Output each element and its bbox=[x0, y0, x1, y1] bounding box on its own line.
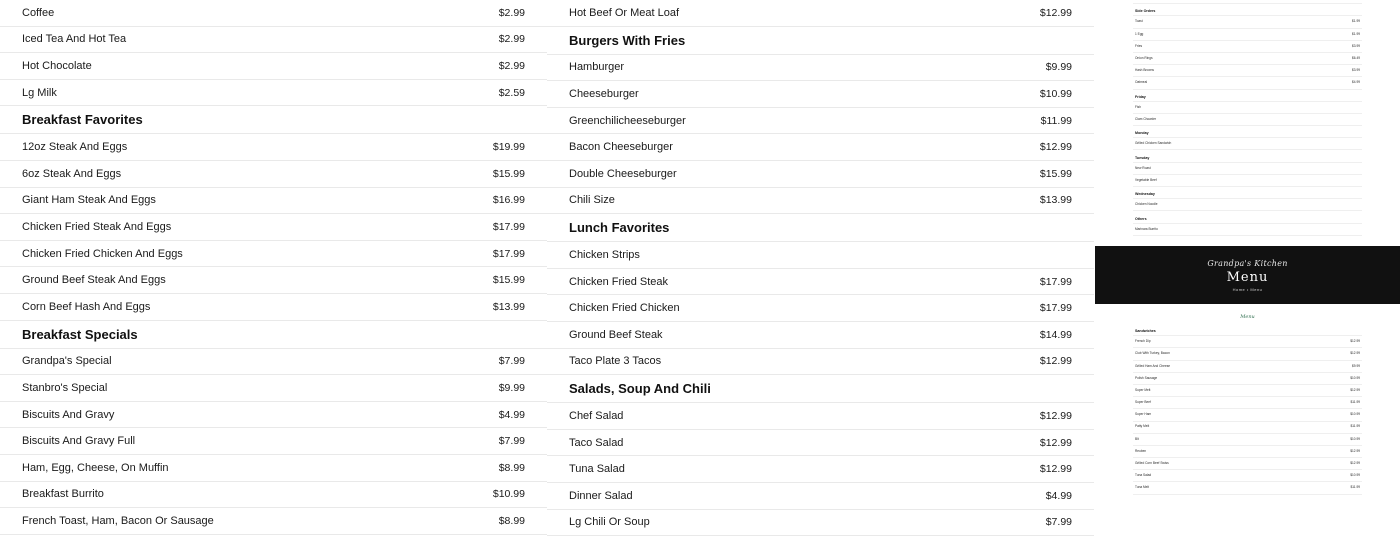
menu-item-price: $10.99 bbox=[1030, 88, 1072, 100]
menu-item-name: Dinner Salad bbox=[569, 490, 633, 502]
menu-item-row[interactable] bbox=[547, 483, 1094, 510]
menu-item-name: Lg Chili Or Soup bbox=[569, 516, 650, 528]
preview-item-price: $11.99 bbox=[1346, 401, 1360, 404]
preview-item-name: Super Beef bbox=[1135, 401, 1151, 404]
menu-item-row[interactable] bbox=[547, 430, 1094, 457]
preview-item-price: $10.99 bbox=[1346, 438, 1360, 441]
menu-item-row[interactable] bbox=[0, 188, 547, 215]
section-heading: Breakfast Specials bbox=[0, 321, 547, 349]
menu-item-name: Giant Ham Steak And Eggs bbox=[22, 194, 156, 206]
preview-item-name: Polish Sausage bbox=[1135, 377, 1157, 380]
menu-item-row[interactable] bbox=[547, 242, 1094, 269]
menu-item-row[interactable] bbox=[0, 402, 547, 429]
menu-item-row[interactable] bbox=[0, 161, 547, 188]
menu-item-row[interactable] bbox=[547, 456, 1094, 483]
preview-item-price: $12.99 bbox=[1346, 340, 1360, 343]
menu-item-name: Biscuits And Gravy bbox=[22, 409, 114, 421]
menu-item-row[interactable] bbox=[547, 349, 1094, 376]
preview-item-price: $12.99 bbox=[1346, 450, 1360, 453]
preview-item-row bbox=[1133, 163, 1362, 175]
preview-item-price: $9.99 bbox=[1348, 365, 1360, 368]
preview-item-row bbox=[1133, 434, 1362, 446]
preview-item-name: Blt bbox=[1135, 438, 1139, 441]
preview-item-row bbox=[1133, 385, 1362, 397]
preview-item-name: Grilled Corn Beef Swiss bbox=[1135, 462, 1169, 465]
menu-item-name: Lg Milk bbox=[22, 87, 57, 99]
menu-item-name: Grandpa's Special bbox=[22, 355, 112, 367]
preview-item-price: $4.99 bbox=[1348, 81, 1360, 84]
preview-item-name: French Dip bbox=[1135, 340, 1151, 343]
menu-item-name: Biscuits And Gravy Full bbox=[22, 435, 135, 447]
preview-item-name: Tuna Salad bbox=[1135, 474, 1151, 477]
menu-item-name: Chicken Fried Steak bbox=[569, 276, 668, 288]
menu-item-price: $12.99 bbox=[1030, 437, 1072, 449]
menu-item-price: $17.99 bbox=[483, 221, 525, 233]
preview-item-name: Grilled Ham And Cheese bbox=[1135, 365, 1170, 368]
preview-item-row bbox=[1133, 29, 1362, 41]
preview-item-row bbox=[1133, 224, 1362, 236]
menu-item-row[interactable] bbox=[0, 375, 547, 402]
menu-column-left bbox=[0, 0, 547, 500]
preview-item-price: $12.99 bbox=[1346, 389, 1360, 392]
menu-item-row[interactable] bbox=[547, 269, 1094, 296]
menu-item-row[interactable] bbox=[0, 294, 547, 321]
menu-item-price: $2.99 bbox=[489, 60, 525, 72]
menu-item-name: Chicken Strips bbox=[569, 249, 640, 261]
preview-item-price: $11.99 bbox=[1346, 425, 1360, 428]
menu-hero-banner bbox=[1095, 246, 1400, 304]
menu-item-price: $15.99 bbox=[483, 274, 525, 286]
menu-item-price: $7.99 bbox=[1036, 516, 1072, 528]
menu-item-row[interactable] bbox=[547, 188, 1094, 215]
preview-item-name: Fries bbox=[1135, 45, 1142, 48]
preview-item-price: $6.49 bbox=[1348, 57, 1360, 60]
menu-item-name: Chicken Fried Chicken bbox=[569, 302, 680, 314]
preview-item-row bbox=[1133, 397, 1362, 409]
menu-item-row[interactable] bbox=[0, 508, 547, 535]
preview-item-price: $11.99 bbox=[1346, 486, 1360, 489]
hero-script-title: Grandpa's Kitchen bbox=[1207, 259, 1287, 268]
preview-item-row bbox=[1133, 41, 1362, 53]
menu-item-price: $15.99 bbox=[483, 168, 525, 180]
menu-item-row[interactable] bbox=[0, 0, 547, 27]
preview-item-name: Vegetable Beef bbox=[1135, 179, 1157, 182]
menu-item-name: Ground Beef Steak And Eggs bbox=[22, 274, 166, 286]
menu-item-name: Breakfast Burrito bbox=[22, 488, 104, 500]
section-heading: Salads, Soup And Chili bbox=[547, 375, 1094, 403]
menu-item-name: Tuna Salad bbox=[569, 463, 625, 475]
menu-item-price: $17.99 bbox=[1030, 302, 1072, 314]
preview-item-row bbox=[1133, 336, 1362, 348]
menu-item-row[interactable] bbox=[547, 322, 1094, 349]
preview-item-name: Toast bbox=[1135, 20, 1143, 23]
menu-item-name: Stanbro's Special bbox=[22, 382, 107, 394]
preview-item-name: Oatmeal bbox=[1135, 81, 1147, 84]
menu-item-price: $8.99 bbox=[489, 515, 525, 527]
menu-item-name: Ham, Egg, Cheese, On Muffin bbox=[22, 462, 169, 474]
preview-item-price: $3.99 bbox=[1348, 45, 1360, 48]
menu-item-row[interactable] bbox=[0, 428, 547, 455]
preview-item-row bbox=[1133, 482, 1362, 494]
menu-item-price: $7.99 bbox=[489, 355, 525, 367]
menu-item-row[interactable] bbox=[547, 403, 1094, 430]
preview-item-name: Super Melt bbox=[1135, 389, 1150, 392]
preview-item-row bbox=[1133, 102, 1362, 114]
menu-item-name: Corn Beef Hash And Eggs bbox=[22, 301, 150, 313]
preview-section-heading: Sandwiches bbox=[1133, 324, 1362, 336]
preview-section-heading: Side Orders bbox=[1133, 4, 1362, 16]
menu-item-row[interactable] bbox=[547, 134, 1094, 161]
menu-item-price: $2.99 bbox=[489, 7, 525, 19]
preview-item-row bbox=[1133, 175, 1362, 187]
menu-item-name: Hot Chocolate bbox=[22, 60, 92, 72]
menu-item-row[interactable] bbox=[547, 0, 1094, 27]
hero-title: Menu bbox=[1227, 270, 1269, 285]
preview-item-name: Grilled Chicken Sandwich bbox=[1135, 142, 1171, 145]
menu-item-price: $10.99 bbox=[483, 488, 525, 500]
menu-item-name: Coffee bbox=[22, 7, 54, 19]
menu-item-name: Cheeseburger bbox=[569, 88, 639, 100]
menu-item-row[interactable] bbox=[547, 295, 1094, 322]
menu-item-price: $12.99 bbox=[1030, 7, 1072, 19]
menu-item-row[interactable] bbox=[0, 482, 547, 509]
menu-item-price: $2.99 bbox=[489, 33, 525, 45]
menu-item-row[interactable] bbox=[0, 27, 547, 54]
preview-section-heading: Friday bbox=[1133, 90, 1362, 102]
preview-item-price: $1.99 bbox=[1348, 20, 1360, 23]
menu-column-middle bbox=[547, 0, 1094, 500]
preview-item-row bbox=[1133, 77, 1362, 89]
menu-item-row[interactable] bbox=[0, 80, 547, 107]
preview-item-row bbox=[1133, 458, 1362, 470]
menu-item-name: Greenchilicheeseburger bbox=[569, 115, 686, 127]
menu-item-row[interactable] bbox=[0, 53, 547, 80]
menu-item-row[interactable] bbox=[0, 241, 547, 268]
menu-item-row[interactable] bbox=[547, 161, 1094, 188]
preview-item-name: Super Ham bbox=[1135, 413, 1151, 416]
preview-item-price: $3.99 bbox=[1348, 69, 1360, 72]
preview-item-row bbox=[1133, 65, 1362, 77]
preview-section-heading: Tuesday bbox=[1133, 150, 1362, 162]
menu-item-name: Hamburger bbox=[569, 61, 624, 73]
section-heading: Breakfast Favorites bbox=[0, 106, 547, 134]
menu-item-name: 6oz Steak And Eggs bbox=[22, 168, 121, 180]
menu-item-name: 12oz Steak And Eggs bbox=[22, 141, 127, 153]
preview-section-heading: Wednesday bbox=[1133, 187, 1362, 199]
menu-item-price: $19.99 bbox=[483, 141, 525, 153]
menu-item-name: Ground Beef Steak bbox=[569, 329, 663, 341]
menu-item-price: $17.99 bbox=[1030, 276, 1072, 288]
menu-item-price: $4.99 bbox=[1036, 490, 1072, 502]
preview-item-row bbox=[1133, 53, 1362, 65]
menu-item-price: $14.99 bbox=[1030, 329, 1072, 341]
menu-item-price: $9.99 bbox=[1036, 61, 1072, 73]
preview-item-row bbox=[1133, 114, 1362, 126]
menu-item-name: Iced Tea And Hot Tea bbox=[22, 33, 126, 45]
preview-item-row bbox=[1133, 348, 1362, 360]
menu-item-name: Chicken Fried Chicken And Eggs bbox=[22, 248, 183, 260]
menu-item-row[interactable] bbox=[547, 108, 1094, 135]
menu-item-row[interactable] bbox=[0, 267, 547, 294]
menu-item-price: $15.99 bbox=[1030, 168, 1072, 180]
preview-item-row bbox=[1133, 446, 1362, 458]
menu-item-row[interactable] bbox=[547, 55, 1094, 82]
preview-item-row bbox=[1133, 199, 1362, 211]
preview-item-price: $1.99 bbox=[1348, 33, 1360, 36]
menu-item-price: $11.99 bbox=[1031, 115, 1072, 127]
preview-item-name: Marinara Burrito bbox=[1135, 228, 1158, 231]
preview-item-name: Clam Chowder bbox=[1135, 118, 1156, 121]
preview-item-name: Club With Turkey, Bacon bbox=[1135, 352, 1170, 355]
menu-item-price: $8.99 bbox=[489, 462, 525, 474]
menu-item-price: $12.99 bbox=[1030, 355, 1072, 367]
preview-item-price: $10.99 bbox=[1346, 413, 1360, 416]
preview-item-row bbox=[1133, 16, 1362, 28]
menu-item-row[interactable] bbox=[547, 510, 1094, 536]
hero-breadcrumb: Home • Menu bbox=[1233, 287, 1263, 292]
preview-item-name: Tuna Melt bbox=[1135, 486, 1149, 489]
menu-item-name: Taco Salad bbox=[569, 437, 623, 449]
section-heading: Lunch Favorites bbox=[547, 214, 1094, 242]
menu-item-row[interactable] bbox=[0, 134, 547, 161]
preview-item-name: Chicken Noodle bbox=[1135, 203, 1158, 206]
preview-section-heading: Others bbox=[1133, 211, 1362, 223]
menu-item-name: Double Cheeseburger bbox=[569, 168, 677, 180]
section-heading: Burgers With Fries bbox=[547, 27, 1094, 55]
preview-item-price: $10.99 bbox=[1346, 377, 1360, 380]
menu-item-name: Chef Salad bbox=[569, 410, 623, 422]
menu-item-price: $2.59 bbox=[489, 87, 525, 99]
preview-page-top[interactable] bbox=[1095, 0, 1400, 244]
preview-item-row bbox=[1133, 373, 1362, 385]
menu-item-name: French Toast, Ham, Bacon Or Sausage bbox=[22, 515, 214, 527]
menu-item-name: Chicken Fried Steak And Eggs bbox=[22, 221, 171, 233]
preview-panel bbox=[1094, 0, 1400, 500]
preview-section-heading: Monday bbox=[1133, 126, 1362, 138]
menu-item-price: $9.99 bbox=[489, 382, 525, 394]
menu-item-price: $16.99 bbox=[483, 194, 525, 206]
preview-item-name: Onion Rings bbox=[1135, 57, 1153, 60]
menu-item-row[interactable] bbox=[0, 349, 547, 376]
preview-item-row bbox=[1133, 138, 1362, 150]
preview-item-price: $12.99 bbox=[1346, 352, 1360, 355]
preview-item-name: 1 Egg bbox=[1135, 33, 1143, 36]
menu-item-row[interactable] bbox=[547, 81, 1094, 108]
menu-item-price: $12.99 bbox=[1030, 141, 1072, 153]
menu-item-name: Taco Plate 3 Tacos bbox=[569, 355, 661, 367]
menu-item-price: $13.99 bbox=[483, 301, 525, 313]
menu-item-name: Hot Beef Or Meat Loaf bbox=[569, 7, 679, 19]
preview-item-price: $10.99 bbox=[1346, 474, 1360, 477]
menu-item-price: $4.99 bbox=[489, 409, 525, 421]
menu-item-price: $12.99 bbox=[1030, 410, 1072, 422]
preview-item-price: $12.99 bbox=[1346, 462, 1360, 465]
preview-item-name: Hash Browns bbox=[1135, 69, 1154, 72]
menu-item-price: $13.99 bbox=[1030, 194, 1072, 206]
preview-item-row bbox=[1133, 422, 1362, 434]
menu-item-name: Chili Size bbox=[569, 194, 615, 206]
preview-item-row bbox=[1133, 470, 1362, 482]
preview-item-name: Patty Melt bbox=[1135, 425, 1149, 428]
menu-item-row[interactable] bbox=[0, 455, 547, 482]
menu-item-price: $12.99 bbox=[1030, 463, 1072, 475]
preview-logo: Menu bbox=[1133, 308, 1362, 324]
preview-item-name: New Roast bbox=[1135, 167, 1151, 170]
menu-item-price: $7.99 bbox=[489, 435, 525, 447]
preview-item-row bbox=[1133, 361, 1362, 373]
preview-item-row bbox=[1133, 409, 1362, 421]
menu-item-row[interactable] bbox=[0, 214, 547, 241]
menu-item-name: Bacon Cheeseburger bbox=[569, 141, 673, 153]
preview-page-bottom[interactable] bbox=[1095, 308, 1400, 508]
menu-item-price: $17.99 bbox=[483, 248, 525, 260]
preview-item-name: Fish bbox=[1135, 106, 1141, 109]
preview-item-name: Reuben bbox=[1135, 450, 1146, 453]
